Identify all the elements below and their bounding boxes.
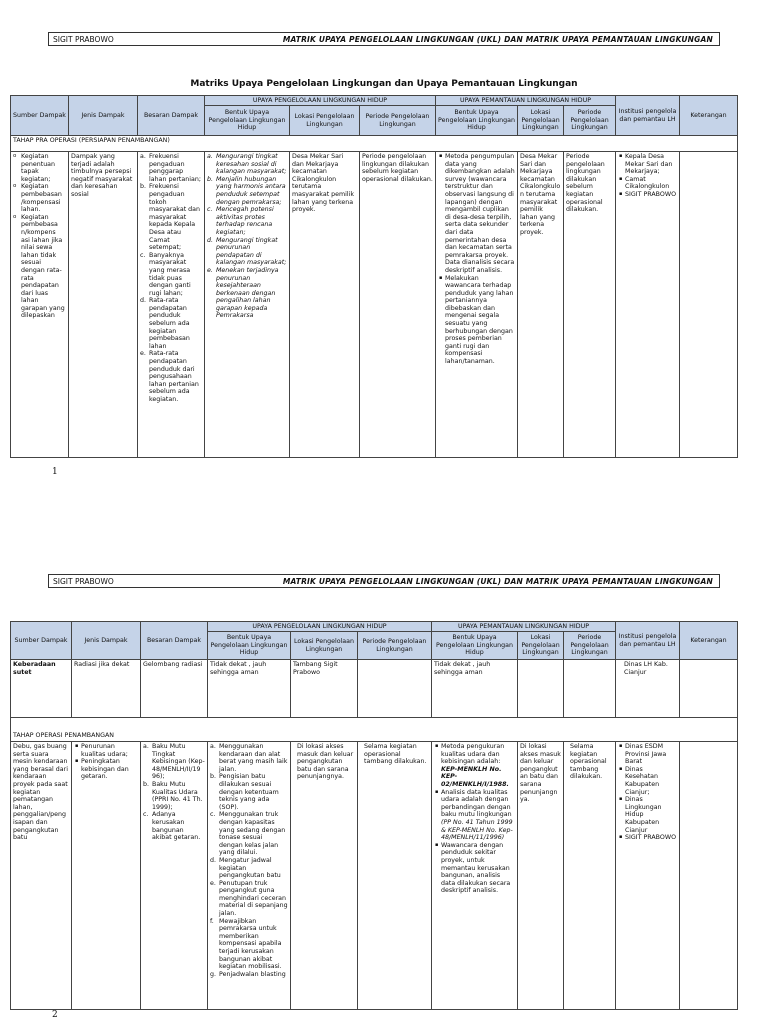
- col-periode-upl: Periode Pengelolaan Lingkungan: [564, 632, 616, 660]
- cell-periode-upl: Selama kegiatan operasional tambang dilakukan.: [564, 742, 616, 1010]
- cell-lokasi-ukl: Di lokasi akses masuk dan keluar pengangkutan batu dan sarana penunjangnya.: [291, 742, 358, 1010]
- cell-keterangan: [680, 152, 738, 458]
- list-item: c. Adanya kerusakan bangunan akibat getaran.: [143, 811, 201, 842]
- col-keterangan: Keterangan: [680, 622, 738, 660]
- list-item: b. Pengisian batu dilakukan sesuai dengan ketentuam teknis yang ada (SOP).: [210, 773, 279, 811]
- col-besaran-dampak: Besaran Dampak: [138, 96, 205, 136]
- col-lokasi-upl: Lokasi Pengelolaan Lingkungan: [518, 106, 564, 136]
- col-institusi: Institusi pengelola dan pemantau LH: [616, 96, 680, 136]
- list-item: ▪ SIGIT PRABOWO: [625, 834, 677, 842]
- cell-lokasi-upl: Di lokasi akses masuk dan keluar pengangkut an batu dan sarana penunjangn ya.: [518, 742, 564, 1010]
- list-item: a. Baku Mutu Tingkat Kebisingan (Kep-48/MENLH/II/19 96);: [143, 743, 205, 781]
- col-sumber-dampak: Sumber Dampak: [11, 96, 69, 136]
- col-keterangan: Keterangan: [680, 96, 738, 136]
- header-author: SIGIT PRABOWO: [53, 577, 114, 586]
- list-item: ▪ Dinas ESDM Provinsi Jawa Barat: [625, 743, 677, 766]
- cell-jenis: [72, 742, 141, 1010]
- group-ukl: UPAYA PENGELOLAAN LINGKUNGAN HIDUP: [205, 96, 436, 106]
- cell-sumber: [11, 152, 69, 458]
- col-bentuk-ukl: Bentuk Upaya Pengelolaan Lingkungan Hidup: [208, 632, 291, 660]
- col-lokasi-ukl: Lokasi Pengelolaan Lingkungan: [291, 632, 358, 660]
- list-item: c. Mencegah potensi aktivitas protes terhadap rencana kegiatan;: [207, 206, 274, 236]
- col-sumber-dampak: Sumber Dampak: [11, 622, 72, 660]
- cell-bentuk-ukl: Tidak dekat , jauh sehingga aman: [208, 660, 291, 718]
- list-item: b. Baku Mutu Kualitas Udara (PPRI No. 41 Th. 1999);: [143, 780, 203, 811]
- header-author: SIGIT PRABOWO: [53, 35, 114, 44]
- col-lokasi-ukl: Lokasi Pengelolaan Lingkungan: [290, 106, 360, 136]
- cell-institusi: [616, 152, 680, 458]
- list-item: b. Frekuensi pengaduan tokoh masyarakat dan masyarakat kepada Kepala Desa atau Camat setempat;: [140, 183, 201, 252]
- col-bentuk-upl: Bentuk Upaya Pengelolaan Lingkungan Hidup: [436, 106, 518, 136]
- cell-institusi: Dinas LH Kab. Cianjur: [616, 660, 680, 718]
- col-jenis-dampak: Jenis Dampak: [69, 96, 138, 136]
- list-item: e. Menekan terjadinya penurunan kesejahteraan berkenaan dengan pengalihan lahan garapan kepada Pemrakarsa: [207, 266, 279, 320]
- list-item: ▪ Melakukan wawancara terhadap penduduk yang lahan pertaniannya dibebaskan dan mengenai segala sesuatu yang berhubungan dengan proses pemberian ganti rugi dan kompensasi lahan/tanaman.: [445, 275, 515, 366]
- cell-besaran: Gelombang radiasi: [141, 660, 208, 718]
- cell-bentuk-upl: [432, 742, 518, 1010]
- cell-institusi: [616, 742, 680, 1010]
- group-upl: UPAYA PEMANTAUAN LINGKUNGAN HIDUP: [432, 622, 616, 632]
- list-item: ▪ Analisis data kualitas udara adalah dengan perbandingan dengan baku mutu lingkungan (PP No. 41 Tahun 1999 & KEP-MENLH No. Kep-48/MENLH/11/1996): [441, 789, 515, 842]
- cell-periode-ukl: Periode pengelolaan lingkungan dilakukan sebelum kegiatan operasional dilakukan.: [360, 152, 436, 458]
- list-item: e. Rata-rata pendapatan penduduk dari pengusahaan lahan pertanian sebelum ada kegiatan.: [140, 350, 199, 403]
- cell-periode-ukl: [358, 660, 432, 718]
- cell-periode-ukl: Selama kegiatan operasional tambang dilakukan.: [358, 742, 432, 1010]
- header-running-title: MATRIK UPAYA PENGELOLAAN LINGKUNGAN (UKL) DAN MATRIK UPAYA PEMANTAUAN LINGKUNGAN: [282, 35, 713, 44]
- list-item: f. Mewajibkan pemrakarsa untuk memberikan kompensasi apabila terjadi kerusakan bangunan akibat kegiatan mobilisasi.: [210, 917, 282, 971]
- col-bentuk-ukl: Bentuk Upaya Pengelolaan Lingkungan Hidup: [205, 106, 290, 136]
- list-item: o Kegiatan pembebasa n/kompens asi lahan jika nilai sewa lahan tidak sesuai dengan rata-rata pendapatan dari luas lahan garapan yang dilepaskan: [21, 214, 66, 320]
- cell-periode-upl: [564, 660, 616, 718]
- section-operasi: TAHAP OPERASI PENAMBANGAN: [11, 718, 738, 742]
- list-item: d. Mengatur jadwal kegiatan pengangkutan batu: [210, 856, 281, 880]
- group-ukl: UPAYA PENGELOLAAN LINGKUNGAN HIDUP: [208, 622, 432, 632]
- cell-lokasi-ukl: Desa Mekar Sari dan Mekarjaya kecamatan Cikalongkulon terutama masyarakat pemilik lahan yang terkena proyek.: [290, 152, 360, 458]
- cell-besaran: [138, 152, 205, 458]
- col-periode-ukl: Periode Pengelolaan Lingkungan: [358, 632, 432, 660]
- matrix-table-1: [10, 95, 738, 458]
- list-item: ▪ Penurunan kualitas udara;: [81, 743, 138, 758]
- list-item: d. Mengurangi tingkat penurunan pendapatan di kalangan masyarakat;: [207, 236, 287, 267]
- list-item: ▪ Peningkatan kebisingan dan getaran.: [81, 758, 138, 781]
- page-number: 1: [52, 467, 58, 477]
- col-jenis-dampak: Jenis Dampak: [72, 622, 141, 660]
- col-lokasi-upl: Lokasi Pengelolaan Lingkungan: [518, 632, 564, 660]
- cell-jenis: Radiasi jika dekat: [72, 660, 141, 718]
- list-item: ▪ Kepala Desa Mekar Sari dan Mekarjaya;: [625, 153, 677, 176]
- list-item: o Kegiatan penentuan tapak kegiatan;: [21, 153, 66, 183]
- col-periode-upl: Periode Pengelolaan Lingkungan: [564, 106, 616, 136]
- cell-bentuk-ukl: [208, 742, 291, 1010]
- col-periode-ukl: Periode Pengelolaan Lingkungan: [360, 106, 436, 136]
- matrix-table-2: [10, 621, 738, 1010]
- list-item: d. Rata-rata pendapatan penduduk sebelum ada kegiatan pembebasan lahan: [140, 297, 190, 350]
- cell-sumber: Debu, gas buang serta suara mesin kendaraan yang berasal dari kendaraan proyek pada saat kegiatan pematangan lahan, penggalian/peng isapan dan pengangkutan batu: [11, 742, 72, 1010]
- list-item: c. Menggunakan truk dengan kapasitas yang sedang dengan tonase sesuai dengan kelas jalan yang dilalui.: [210, 811, 286, 857]
- cell-sumber: Keberadaan sutet: [11, 660, 72, 718]
- cell-lokasi-upl: Desa Mekar Sari dan Mekarjaya kecamatan Cikalongkulo n terutama masyarakat pemilik lahan yang terkena proyek.: [518, 152, 564, 458]
- cell-besaran: [141, 742, 208, 1010]
- cell-lokasi-ukl: Tambang Sigit Prabowo: [291, 660, 358, 718]
- list-item: ▪ Metoda pengumpulan data yang dikembangkan adalah survey (wawancara terstruktur dan observasi langsung di lapangan) dengan mengambil cuplikan di desa-desa terpilih, serta data sekunder dari data pemerintahan desa dan kecamatan serta pemrakarsa proyek. Data dianalisis secara deskriptif analisis.: [445, 153, 515, 275]
- list-item: g. Penjadwalan blasting: [210, 970, 286, 978]
- header-running-title: MATRIK UPAYA PENGELOLAAN LINGKUNGAN (UKL) DAN MATRIK UPAYA PEMANTAUAN LINGKUNGAN: [282, 577, 713, 586]
- page-1: [0, 0, 768, 500]
- page-number: 2: [52, 1010, 58, 1020]
- list-item: ▪ Metoda pengukuran kualitas udara dan kebisingan adalah: KEP-MENKLH No. KEP-02/MENKLH/I/1988.: [441, 743, 515, 789]
- list-item: b. Menjalin hubungan yang harmonis antara penduduk setempat dengan pemrakarsa;: [207, 175, 286, 206]
- list-item: o Kegiatan pembebasan /kompensasi lahan.: [21, 183, 66, 213]
- cell-lokasi-upl: [518, 660, 564, 718]
- running-header: [48, 574, 720, 588]
- cell-bentuk-upl: [436, 152, 518, 458]
- group-upl: UPAYA PEMANTAUAN LINGKUNGAN HIDUP: [436, 96, 616, 106]
- document-title: Matriks Upaya Pengelolaan Lingkungan dan Upaya Pemantauan Lingkungan: [190, 79, 578, 89]
- list-item: e. Penutupan truk pengangkut guna menghindari ceceran material di sepanjang jalan.: [210, 879, 288, 918]
- running-header: [48, 32, 720, 46]
- cell-bentuk-ukl: [205, 152, 290, 458]
- cell-periode-upl: Periode pengelolaan lingkungan dilakukan sebelum kegiatan operasional dilakukan.: [564, 152, 616, 458]
- list-item: a. Mengurangi tingkat keresahan sosial di kalangan masyarakat;: [207, 153, 287, 176]
- list-item: ▪ SIGIT PRABOWO: [625, 191, 677, 199]
- list-item: ▪ Wawancara dengan penduduk sekitar proyek, untuk memantau kerusakan bangunan, analisis data dilakukan secara deskriptif analisis.: [441, 842, 515, 895]
- cell-keterangan: [680, 660, 738, 718]
- col-besaran-dampak: Besaran Dampak: [141, 622, 208, 660]
- list-item: a. Menggunakan kendaraan dan alat berat yang masih laik jalan.: [210, 743, 288, 773]
- list-item: ▪ Camat Cikalongkulon: [625, 176, 677, 191]
- col-institusi: Institusi pengelola dan pemantau LH: [616, 622, 680, 660]
- section-pra-operasi: TAHAP PRA OPERASI (PERSIAPAN PENAMBANGAN): [11, 136, 738, 152]
- cell-jenis: Dampak yang terjadi adalah timbulnya persepsi negatif masyarakat dan keresahan sosial: [69, 152, 138, 458]
- col-bentuk-upl: Bentuk Upaya Pengelolaan Lingkungan Hidup: [432, 632, 518, 660]
- list-item: c. Banyaknya masyarakat yang merasa tidak puas dengan ganti rugi lahan;: [140, 251, 191, 297]
- list-item: ▪ Dinas Lingkungan Hidup Kabupaten Cianjur: [625, 796, 677, 834]
- list-item: ▪ Dinas Kesehatan Kabupaten Cianjur;: [625, 766, 677, 796]
- list-item: a. Frekuensi pengaduan penggarap lahan pertanian;: [140, 153, 201, 183]
- cell-keterangan: [680, 742, 738, 1010]
- page-2: [0, 540, 768, 1024]
- cell-bentuk-upl: Tidak dekat , jauh sehingga aman: [432, 660, 518, 718]
